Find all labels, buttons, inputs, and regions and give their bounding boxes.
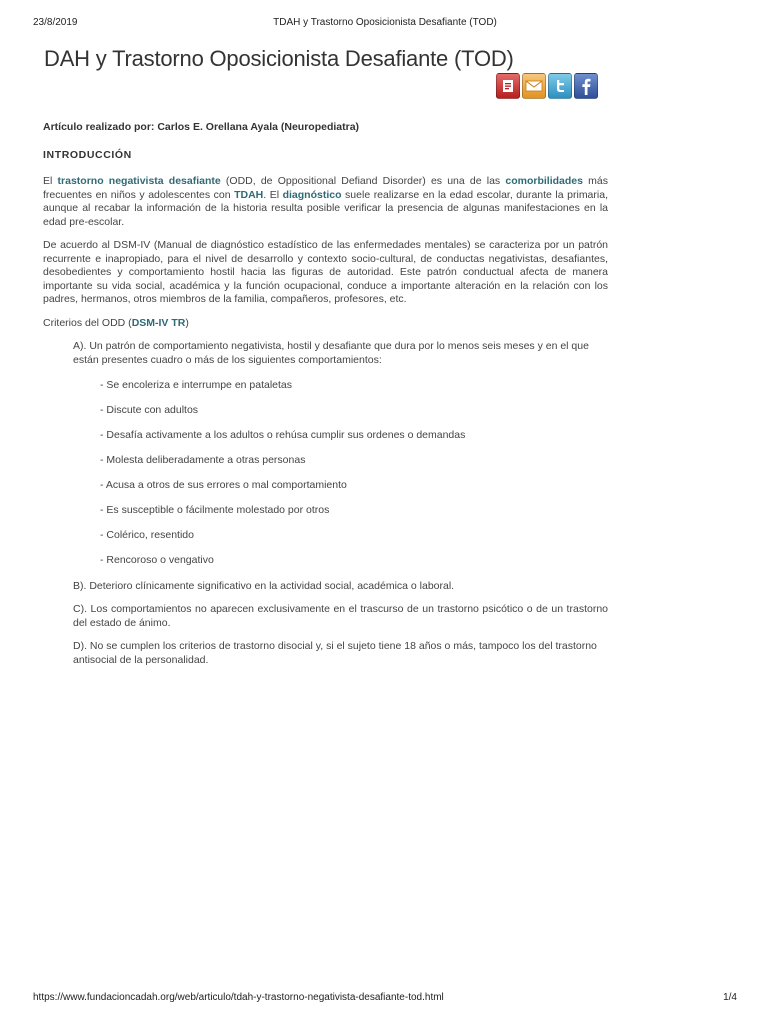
criteria-intro-close: ) — [185, 316, 189, 329]
behavior-list — [100, 379, 608, 568]
criterion-d: D). No se cumplen los criterios de trastorno disocial y, si el sujeto tiene 18 años o más, tampoco los del trastorno antisocial de la personalidad. — [73, 640, 597, 666]
behavior-item: - Discute con adultos — [100, 404, 199, 416]
link-trastorno-negativista[interactable]: trastorno negativista desafiante — [57, 175, 221, 187]
intro-text-4: . El — [263, 188, 283, 201]
intro-text-2: (ODD, de Oppositional Defiand Disorder) es una de las — [220, 175, 506, 187]
print-footer — [33, 992, 737, 1006]
page-number: 1/4 — [723, 992, 737, 1003]
intro-text-1: El — [43, 175, 58, 187]
page-title: DAH y Trastorno Oposicionista Desafiante (TOD) — [44, 46, 514, 71]
criteria-intro — [43, 317, 608, 331]
print-header-title: TDAH y Trastorno Oposicionista Desafiante (TOD) — [273, 17, 497, 28]
link-diagnostico[interactable]: diagnóstico — [282, 188, 342, 201]
behavior-item: - Colérico, resentido — [100, 529, 194, 541]
facebook-icon[interactable] — [574, 73, 598, 99]
behavior-item: - Desafía activamente a los adultos o rehúsa cumplir sus ordenes o demandas — [100, 429, 466, 441]
page-url: https://www.fundacioncadah.org/web/articulo/tdah-y-trastorno-negativista-desafiante-tod.html — [33, 992, 444, 1003]
criterion-a: A). Un patrón de comportamiento negativista, hostil y desafiante que dura por lo menos seis meses y en el que están presentes cuadro o más de los siguientes comportamientos: — [73, 340, 589, 366]
intro-text-3: más frecuentes en niños y adolescentes con — [43, 175, 608, 201]
link-comorbilidades[interactable]: comorbilidades — [505, 175, 583, 187]
article-author: Artículo realizado por: Carlos E. Orellana Ayala (Neuropediatra) — [43, 121, 360, 133]
mail-icon[interactable] — [522, 73, 546, 99]
criteria-intro-text: Criterios del ODD ( — [43, 316, 132, 329]
criterion-c: C). Los comportamientos no aparecen exclusivamente en el trascurso de un trastorno psicótico o de un trastorno del estado de ánimo. — [73, 603, 608, 629]
share-bar — [496, 73, 598, 99]
behavior-item: - Rencoroso o vengativo — [100, 554, 214, 566]
twitter-icon[interactable] — [548, 73, 572, 99]
link-tdah[interactable]: TDAH — [234, 188, 264, 201]
print-header — [33, 17, 737, 31]
intro-heading: INTRODUCCIÓN — [43, 148, 132, 161]
behavior-item: - Es susceptible o fácilmente molestado por otros — [100, 504, 330, 516]
dsm-paragraph: De acuerdo al DSM-IV (Manual de diagnóstico estadístico de las enfermedades mentales) se caracteriza por un patrón recurrente e inapropiado, para el nivel de desarrollo y contexto socio-cultural, de conductas negativistas, desafiantes, desobedientes y comportamiento hostil hacia las figuras de autoridad. Este patrón conductual afecta de manera importante su vida social, académica y la función ocupacional, conduce a importante alteración en la relación con los padres, hermanos, otros miembros de la familia, compañeros, profesores, etc. — [43, 239, 608, 305]
print-date: 23/8/2019 — [33, 17, 78, 28]
intro-text-5: suele realizarse en la edad escolar, durante la primaria, aunque al recabar la información de la historia resulta posible verificar la presencia de algunas manifestaciones en la edad pre-escolar. — [43, 188, 608, 228]
behavior-item: - Acusa a otros de sus errores o mal comportamiento — [100, 479, 347, 491]
link-dsm-iv-tr[interactable]: DSM-IV TR — [131, 316, 186, 329]
article-body — [43, 116, 608, 677]
behavior-item: - Molesta deliberadamente a otras personas — [100, 454, 306, 466]
intro-paragraph — [43, 175, 608, 229]
pdf-icon[interactable] — [496, 73, 520, 99]
behavior-item: - Se encoleriza e interrumpe en pataletas — [100, 379, 293, 391]
criterion-b: B). Deterioro clínicamente significativo en la actividad social, académica o laboral. — [73, 579, 455, 592]
